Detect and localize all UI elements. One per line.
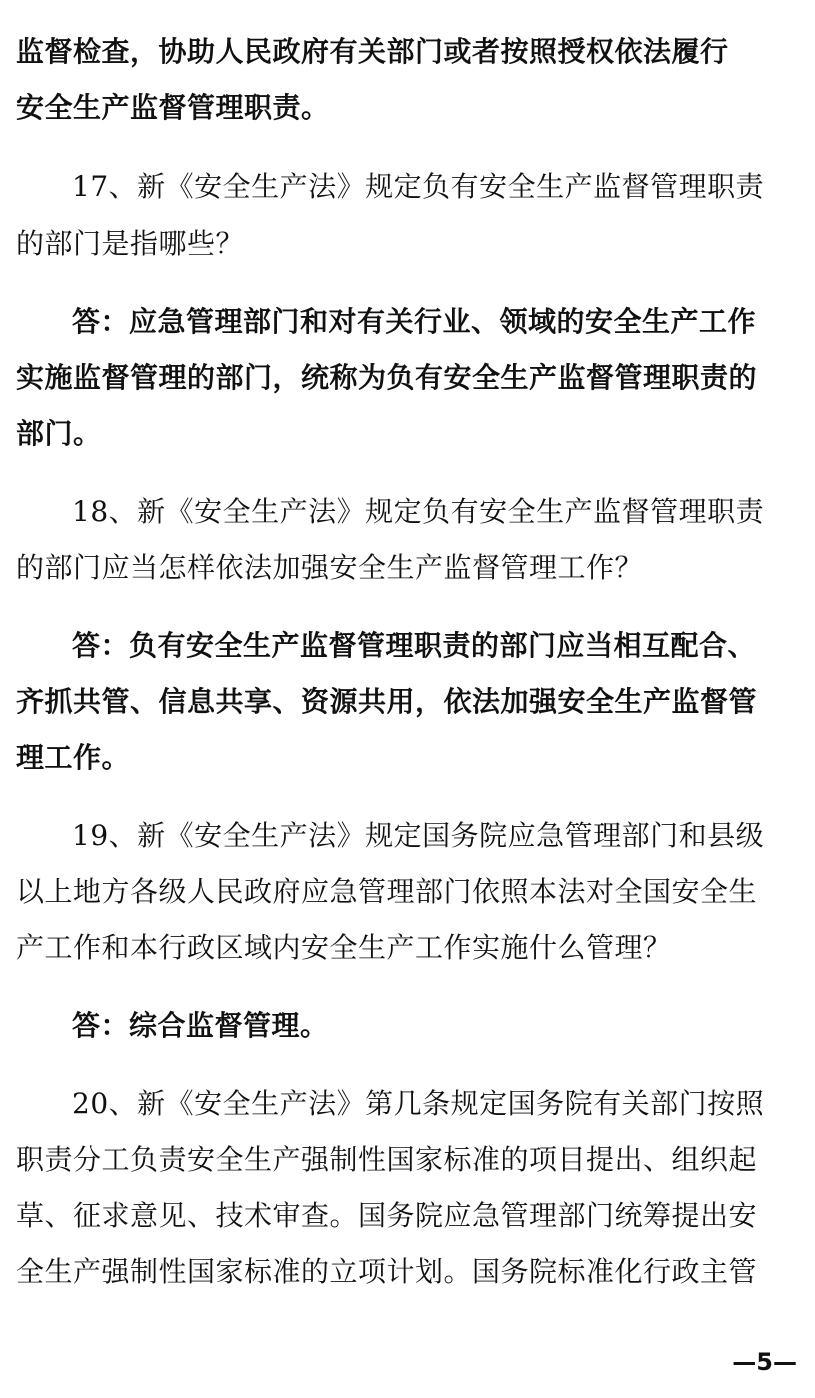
answer-18-line: 理工作。 (16, 741, 131, 774)
paragraph-line: 安全生产监督管理职责。 (16, 91, 330, 124)
question-17-line: 17、新《安全生产法》规定负有安全生产监督管理职责 (72, 170, 765, 203)
paragraph-line: 监督检查，协助人民政府有关部门或者按照授权依法履行 (16, 35, 729, 68)
page-number: —5— (732, 1348, 797, 1376)
question-20-line: 职责分工负责安全生产强制性国家标准的项目提出、组织起 (16, 1143, 758, 1176)
answer-19-line: 答：综合监督管理。 (72, 1009, 329, 1042)
answer-18-line: 答：负有安全生产监督管理职责的部门应当相互配合、 (72, 629, 757, 662)
question-20-line: 全生产强制性国家标准的立项计划。国务院标准化行政主管 (16, 1255, 758, 1288)
answer-17-line: 部门。 (16, 417, 102, 450)
answer-17-line: 实施监督管理的部门，统称为负有安全生产监督管理职责的 (16, 361, 758, 394)
answer-17-line: 答：应急管理部门和对有关行业、领域的安全生产工作 (72, 305, 757, 338)
question-18-line: 18、新《安全生产法》规定负有安全生产监督管理职责 (72, 495, 765, 528)
question-20-line: 草、征求意见、技术审查。国务院应急管理部门统筹提出安 (16, 1199, 758, 1232)
question-17-line: 的部门是指哪些？ (16, 227, 245, 260)
question-19-line: 以上地方各级人民政府应急管理部门依照本法对全国安全生 (16, 875, 758, 908)
question-19-line: 产工作和本行政区域内安全生产工作实施什么管理？ (16, 931, 672, 964)
question-19-line: 19、新《安全生产法》规定国务院应急管理部门和县级 (72, 819, 765, 852)
question-18-line: 的部门应当怎样依法加强安全生产监督管理工作？ (16, 551, 644, 584)
answer-18-line: 齐抓共管、信息共享、资源共用，依法加强安全生产监督管 (16, 685, 758, 718)
question-20-line: 20、新《安全生产法》第几条规定国务院有关部门按照 (72, 1087, 765, 1120)
